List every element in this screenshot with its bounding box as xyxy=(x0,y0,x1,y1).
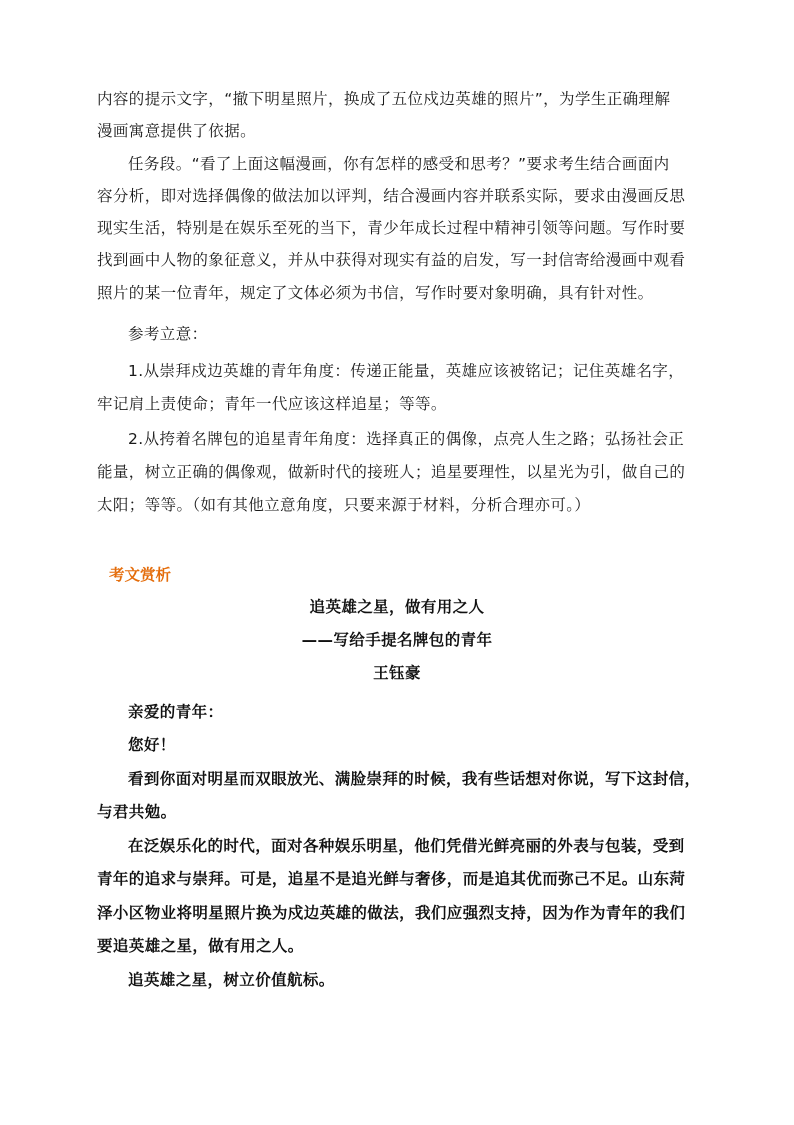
essay-text-line: 与君共勉。 xyxy=(97,803,177,821)
essay-text-line: 泽小区物业将明星照片换为戍边英雄的做法，我们应强烈支持，因为作为青年的我们 xyxy=(97,904,686,922)
analysis-text-line: 找到画中人物的象征意义，并从中获得对现实有益的启发，写一封信寄给漫画中观看 xyxy=(97,251,686,269)
essay-text-line: 要追英雄之星，做有用之人。 xyxy=(97,937,304,955)
essay-subtitle: ——写给手提名牌包的青年 xyxy=(301,631,493,649)
analysis-text-line: 照片的某一位青年，规定了文体必须为书信，写作时要对象明确，具有针对性。 xyxy=(97,284,654,302)
essay-text-line: 在泛娱乐化的时代，面对各种娱乐明星，他们凭借光鲜亮丽的外表与包装，受到 xyxy=(128,837,685,855)
essay-title: 追英雄之星，做有用之人 xyxy=(309,598,485,616)
analysis-text-line: 任务段。“看了上面这幅漫画，你有怎样的感受和思考？”要求考生结合画面内 xyxy=(128,155,670,173)
analysis-text-line: 太阳；等等。（如有其他立意角度，只要来源于材料，分析合理亦可。） xyxy=(97,496,591,514)
analysis-text-line: 现实生活，特别是在娱乐至死的当下，青少年成长过程中精神引领等问题。写作时要 xyxy=(97,219,686,237)
analysis-text-line: 容分析，即对选择偶像的做法加以评判，结合漫画内容并联系实际，要求由漫画反思 xyxy=(97,187,686,205)
essay-salutation: 亲爱的青年： xyxy=(128,703,224,721)
analysis-text-line: 2.从挎着名牌包的追星青年角度：选择真正的偶像，点亮人生之路；弘扬社会正 xyxy=(128,430,685,448)
essay-text-line: 追英雄之星，树立价值航标。 xyxy=(128,971,335,989)
essay-greeting: 您好！ xyxy=(128,736,176,754)
analysis-text-line: 1.从崇拜戍边英雄的青年角度：传递正能量，英雄应该被铭记；记住英雄名字， xyxy=(128,362,685,380)
analysis-text-line: 内容的提示文字，“撤下明星照片，换成了五位戍边英雄的照片”，为学生正确理解 xyxy=(97,90,671,108)
essay-text-line: 青年的追求与崇拜。可是，追星不是追光鲜与奢侈，而是追其优而弥己不足。山东菏 xyxy=(97,870,686,888)
section-heading: 考文赏析 xyxy=(109,566,172,584)
analysis-text-line: 牢记肩上责使命；青年一代应该这样追星；等等。 xyxy=(97,395,447,413)
essay-text-line: 看到你面对明星而双眼放光、满脸崇拜的时候，我有些话想对你说，写下这封信， xyxy=(128,770,701,788)
essay-author: 王钰豪 xyxy=(373,664,421,682)
analysis-text-line: 漫画寓意提供了依据。 xyxy=(97,122,257,140)
reference-ideas-label: 参考立意： xyxy=(128,325,208,343)
analysis-text-line: 能量，树立正确的偶像观，做新时代的接班人；追星要理性，以星光为引，做自己的 xyxy=(97,463,686,481)
